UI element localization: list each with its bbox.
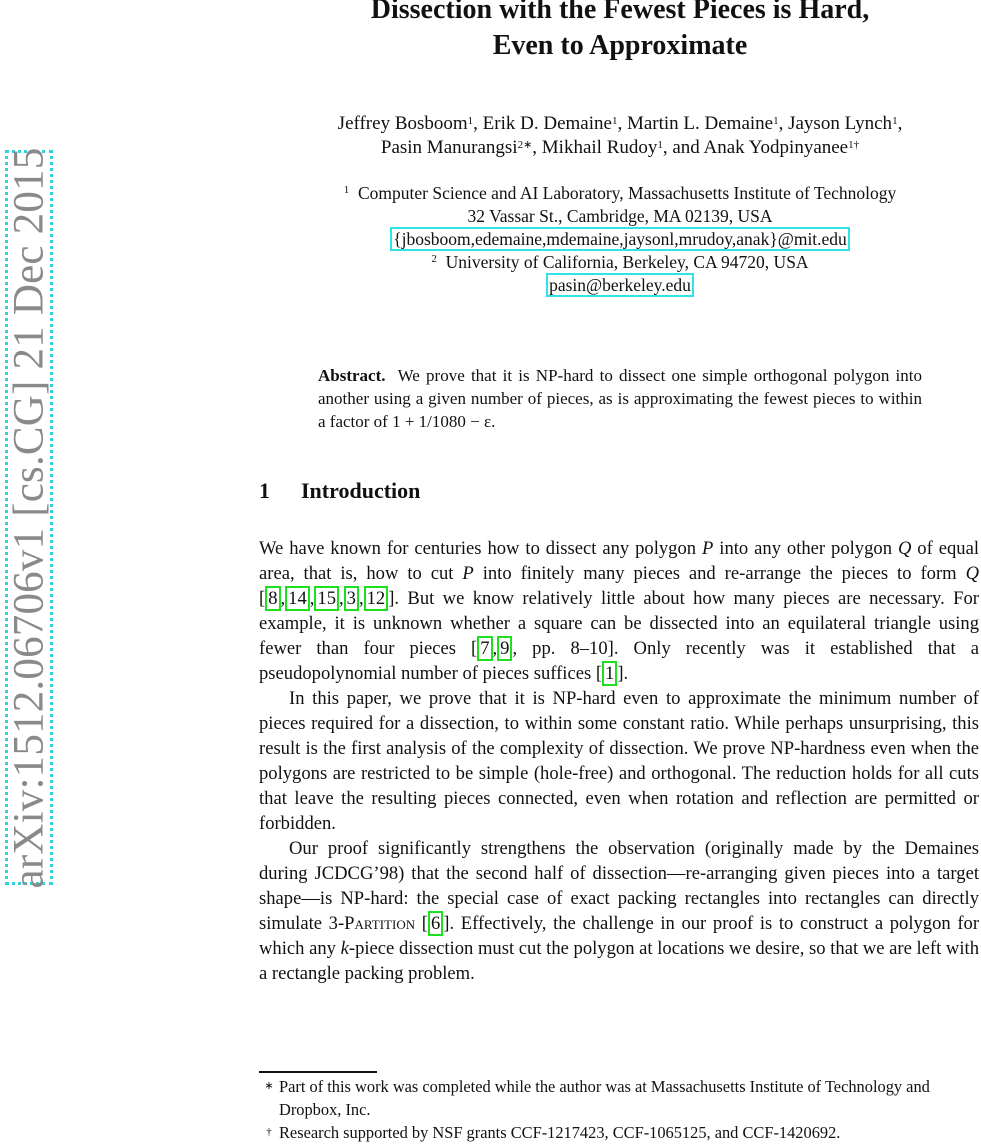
abstract (318, 364, 922, 433)
text: -piece dissection must cut the polygon at locations we desire, so that we are left with a rectangle packing problem. (259, 938, 979, 984)
separator: , (532, 137, 542, 158)
citation-link[interactable]: 15 (314, 586, 339, 611)
paper-title (260, 0, 980, 64)
email-link-berkeley[interactable]: pasin@berkeley.edu (546, 273, 694, 297)
arxiv-id: arXiv:1512.06706v1 [cs.CG] 21 Dec 2015 (5, 147, 53, 888)
abstract-label: Abstract. (318, 366, 386, 385)
citation-link[interactable]: 14 (285, 586, 310, 611)
section-title: Introduction (301, 478, 421, 503)
text: , pp. 8–10]. Only recently was it established that a pseudopolynomial number of pieces suffices [ (259, 638, 979, 684)
separator: , and (662, 137, 704, 158)
email-link-mit[interactable]: {jbosboom,edemaine,mdemaine,jaysonl,mrudoy,anak}@mit.edu (390, 227, 850, 251)
affiliation-mark: 1 (657, 139, 663, 151)
affiliation-mark: 2∗ (517, 139, 533, 151)
citation-link[interactable]: 6 (428, 911, 443, 936)
section-number: 1 (259, 478, 270, 503)
footnote-text: Research supported by NSF grants CCF-1217423, CCF-1065125, and CCF-1420692. (279, 1123, 841, 1142)
separator: , (617, 113, 627, 134)
separator: , (897, 113, 903, 134)
footnote-1 (259, 1075, 979, 1121)
body-text (259, 536, 979, 986)
affiliation-mark: 2 (431, 253, 437, 265)
citation-link[interactable]: 12 (364, 586, 389, 611)
text: We have known for centuries how to dissect any polygon (259, 538, 702, 559)
text: ]. Effectively, the challenge in our proof is to construct a polygon for which any (259, 913, 980, 959)
footnote-text: Part of this work was completed while the author was at Massachusetts Institute of Technology and Dropbox, Inc. (279, 1077, 930, 1119)
citation-link[interactable]: 9 (497, 636, 512, 661)
affiliation-1-address: 32 Vassar St., Cambridge, MA 02139, USA (467, 206, 773, 226)
citation-link[interactable]: 7 (477, 636, 492, 661)
math-var: Q (965, 563, 979, 584)
affiliation-mark: 1 (467, 115, 474, 127)
text: of equal area, that is, how to cut (259, 538, 979, 584)
text: into any other polygon (713, 538, 898, 559)
paragraph-3 (259, 836, 979, 986)
affiliation-mark: 1 (773, 115, 779, 127)
citation-link[interactable]: 8 (265, 586, 280, 611)
author-list (260, 112, 980, 160)
text: ]. But we know relatively little about how many pieces are necessary. For example, it is unknown whether a square can be dissected into an equilateral triangle using fewer than four pieces [ (259, 588, 979, 659)
affiliations (260, 182, 980, 297)
author-name: Pasin Manurangsi (380, 137, 518, 158)
footnotes (259, 1075, 979, 1144)
math-var: P (462, 563, 474, 584)
text: [ (415, 913, 428, 934)
citation-link[interactable]: 3 (344, 586, 359, 611)
text: into finitely many pieces and re-arrange the pieces to form (473, 563, 966, 584)
text: Our proof significantly strengthens the observation (originally made by the Demaines during JCDCG’98) that the second half of dissection—re-arranging given pieces into a target shape—is NP-hard: the special case of exact packing rectangles into rectangles can directly simulate 3- (259, 838, 979, 934)
footnote-rule (259, 1071, 377, 1073)
affiliation-mark: 1 (892, 115, 898, 127)
problem-name: Partition (344, 913, 416, 934)
author-name: Anak Yodpinyanee (703, 137, 849, 158)
text: [ (259, 588, 266, 609)
author-name: Erik D. Demaine (482, 113, 612, 134)
abstract-text: We prove that it is NP-hard to dissect one simple orthogonal polygon into another using a given number of pieces, as is approximating the fewest pieces to within a factor of 1 + 1/1080 − ε. (318, 366, 922, 431)
title-line-2: Even to Approximate (492, 30, 748, 61)
math-var: Q (897, 538, 912, 559)
affiliation-mark: 1 (343, 184, 350, 196)
title-line-1: Dissection with the Fewest Pieces is Hard, (370, 0, 870, 25)
footnote-mark: † (266, 1126, 272, 1138)
affiliation-mark: 1 (611, 115, 618, 127)
section-heading (259, 478, 420, 504)
text: ]. (617, 663, 629, 684)
arxiv-stamp[interactable] (5, 147, 53, 888)
affiliation-mark: 1† (848, 139, 860, 151)
paragraph-2: In this paper, we prove that it is NP-hard even to approximate the minimum number of pieces required for a dissection, to within some constant ratio. While perhaps unsurprising, this result is the first analysis of the complexity of dissection. We prove NP-hardness even when the polygons are restricted to be simple (hole-free) and orthogonal. The reduction holds for all cuts that leave the resulting pieces connected, even when rotation and reflection are permitted or forbidden. (259, 688, 979, 834)
citation-link[interactable]: 1 (602, 661, 617, 686)
separator: , (473, 113, 483, 134)
author-name: Jeffrey Bosboom (337, 113, 468, 134)
affiliation-1-name: Computer Science and AI Laboratory, Massachusetts Institute of Technology (358, 183, 897, 203)
author-name: Martin L. Demaine (626, 113, 774, 134)
math-var: k (340, 938, 349, 959)
author-name: Mikhail Rudoy (541, 137, 658, 158)
footnote-2 (259, 1121, 979, 1144)
affiliation-2-name: University of California, Berkeley, CA 94720, USA (445, 252, 809, 272)
author-name: Jayson Lynch (788, 113, 893, 134)
paragraph-1: We have known for centuries how to dissect any polygon P into any other polygon Q of equal area, that is, how to cut P into finitely many pieces and re-arrange the pieces to form Q [ 8 , 14 , 15 , 3 , 12 ]. But we know relatively little about how many pieces are necessary. For example, it is unknown whether a square can be dissected into an equilateral triangle using fewer than four pieces [ 7 , 9 , pp. 8–10]. Only recently was it established that a pseudopolynomial number of pieces suffices [ 1 ]. (259, 538, 979, 684)
math-var: P (702, 538, 714, 559)
separator: , (778, 113, 789, 134)
footnote-mark: ∗ (264, 1080, 274, 1092)
